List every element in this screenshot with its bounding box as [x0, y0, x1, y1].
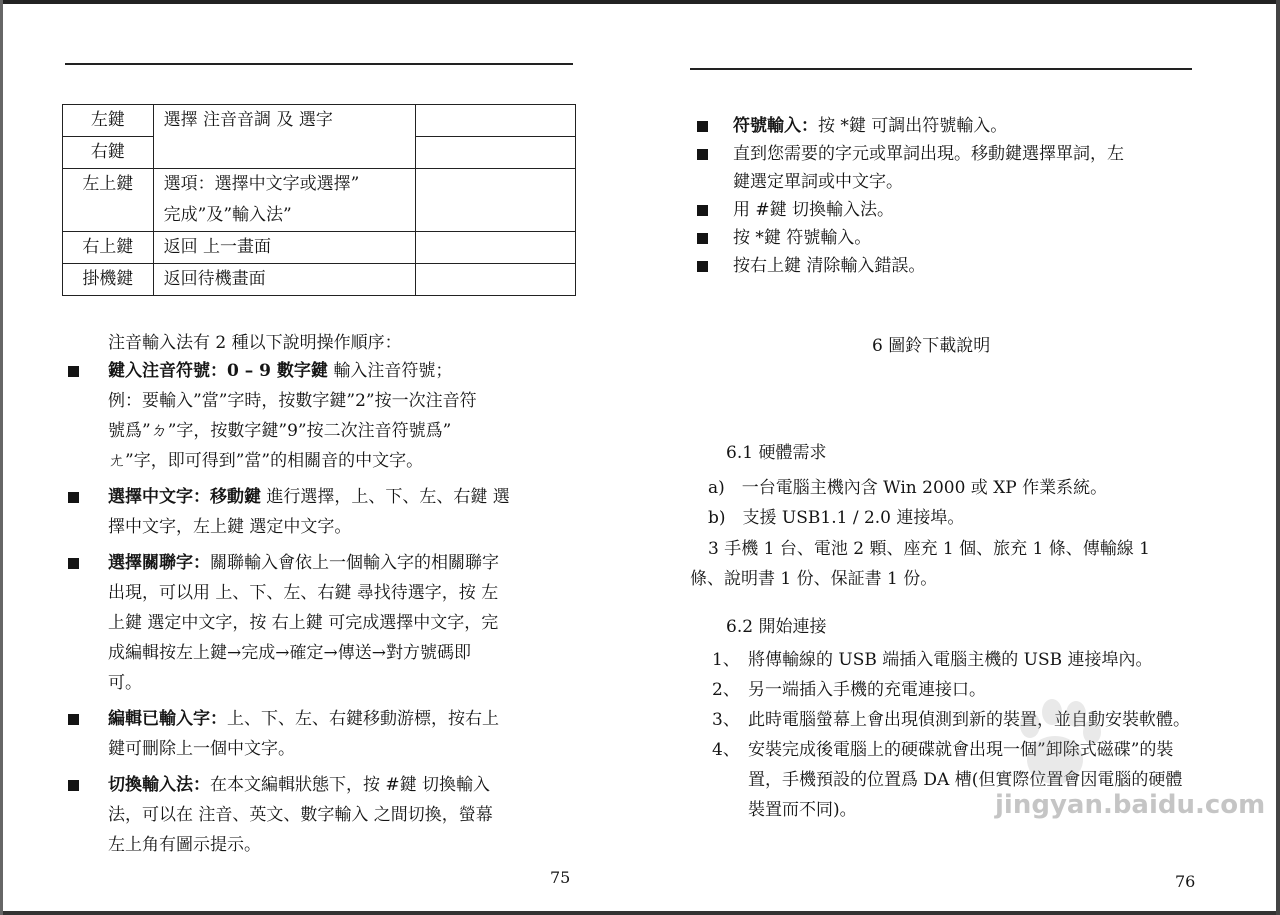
- table-row: [63, 105, 576, 137]
- bullet-body: 上、下、左、右鍵移動游標，按右上: [227, 709, 499, 729]
- table-key-cell: 左鍵: [63, 105, 154, 137]
- bullet-line: 號爲”ㄉ”字，按數字鍵”9”按二次注音符號爲”: [108, 421, 452, 441]
- bullet-line: [108, 704, 568, 734]
- bullet-body: 在本文編輯狀態下，按 #鍵 切換輸入: [210, 775, 491, 795]
- bullet-body: 按右上鍵 清除輸入錯誤。: [733, 256, 926, 276]
- table-empty-cell: [415, 105, 575, 137]
- table-empty-cell: [415, 169, 575, 232]
- bullet-square-icon: [68, 366, 79, 377]
- table-desc-line: 完成”及”輸入法”: [163, 205, 292, 225]
- bullet-square-icon: [697, 149, 708, 160]
- bullet-square-icon: [697, 233, 708, 244]
- bullet-square-icon: [697, 205, 708, 216]
- bullet-body: 進行選擇，上、下、左、右鍵 選: [261, 487, 510, 507]
- table-row: [63, 169, 576, 232]
- bullet-line: [733, 224, 1193, 252]
- bullet-line: [733, 252, 1193, 280]
- list-item: [108, 482, 568, 548]
- bullet-body: 輸入注音符號；: [327, 361, 453, 381]
- bullet-square-icon: [68, 780, 79, 791]
- table-row: [63, 232, 576, 264]
- instruction-list: [733, 112, 1193, 280]
- bullet-square-icon: [697, 121, 708, 132]
- bullet-lead: 選擇中文字：移動鍵: [108, 487, 261, 507]
- requirement-b: b) 支援 USB1.1 / 2.0 連接埠。: [708, 508, 965, 528]
- section-title: 6 圖鈴下載說明: [872, 336, 991, 356]
- list-item: [733, 112, 1193, 140]
- bullet-line: [108, 482, 568, 512]
- list-item: [108, 548, 568, 704]
- table-key-cell: 左上鍵: [63, 169, 154, 232]
- table-desc-cell: 選擇 注音音調 及 選字: [153, 105, 415, 169]
- step-number: 4、: [712, 740, 740, 760]
- step-number: 1、: [712, 650, 740, 670]
- subsection-title: 6.2 開始連接: [726, 617, 827, 637]
- bullet-line: 擇中文字，左上鍵 選定中文字。: [108, 517, 352, 537]
- list-item: [108, 704, 568, 770]
- bullet-body: 直到您需要的字元或單詞出現。移動鍵選擇單詞，左: [733, 144, 1124, 164]
- paw-watermark-icon: [1010, 690, 1190, 800]
- bullet-line: [108, 548, 568, 578]
- table-desc-cell: 返回 上一畫面: [153, 232, 415, 264]
- table-key-cell: 右上鍵: [63, 232, 154, 264]
- bullet-line: 例：要輸入”當”字時，按數字鍵”2”按一次注音符: [108, 391, 477, 411]
- bullet-line: 鍵可刪除上一個中文字。: [108, 739, 295, 759]
- bullet-line: 成編輯按左上鍵→完成→確定→傳送→對方號碼即: [108, 643, 471, 663]
- list-item: [733, 196, 1193, 224]
- table-desc-line: 選項：選擇中文字或選擇”: [163, 174, 360, 194]
- list-item: [108, 770, 568, 866]
- step-text: 此時電腦螢幕上會出現偵測到新的裝置，並自動安裝軟體。: [748, 710, 1190, 730]
- step-number: 2、: [712, 680, 740, 700]
- step-text: 另一端插入手機的充電連接口。: [748, 680, 986, 700]
- bullet-line: [108, 356, 568, 386]
- key-function-table: [62, 104, 576, 296]
- subsection-title: 6.1 硬體需求: [726, 443, 827, 463]
- list-item: [108, 356, 568, 482]
- header-rule: [690, 68, 1192, 70]
- bullet-body: 按 *鍵 可調出符號輸入。: [818, 116, 1008, 136]
- intro-text: 注音輸入法有 2 種以下說明操作順序：: [108, 333, 402, 353]
- bullet-line: 左上角有圖示提示。: [108, 835, 261, 855]
- step-text: 將傳輸線的 USB 端插入電腦主機的 USB 連接埠內。: [748, 650, 1153, 670]
- bullet-line: ㄤ”字，即可得到”當”的相關音的中文字。: [108, 451, 424, 471]
- bullet-body: 關聯輸入會依上一個輸入字的相關聯字: [210, 553, 499, 573]
- table-empty-cell: [415, 264, 575, 296]
- bullet-lead: 選擇關聯字：: [108, 553, 210, 573]
- bullet-square-icon: [68, 492, 79, 503]
- bullet-square-icon: [697, 261, 708, 272]
- table-row: [63, 264, 576, 296]
- header-rule: [65, 63, 573, 65]
- bullet-line: 鍵選定單詞或中文字。: [733, 172, 903, 192]
- bullet-line: 可。: [108, 673, 142, 693]
- bullet-line: [733, 112, 1193, 140]
- table-empty-cell: [415, 232, 575, 264]
- table-empty-cell: [415, 137, 575, 169]
- bullet-line: [733, 196, 1193, 224]
- bullet-body: 按 *鍵 符號輸入。: [733, 228, 872, 248]
- bullet-lead: 鍵入注音符號：0 – 9 數字鍵: [108, 361, 328, 381]
- table-desc-cell: [153, 169, 415, 232]
- requirement-a: a) 一台電腦主機內含 Win 2000 或 XP 作業系統。: [708, 478, 1108, 498]
- page-number: 75: [550, 868, 571, 887]
- table-key-cell: 右鍵: [63, 137, 154, 169]
- list-item: [733, 140, 1193, 196]
- bullet-lead: 符號輸入：: [733, 116, 818, 136]
- package-line: 條、說明書 1 份、保証書 1 份。: [690, 569, 938, 589]
- bullet-line: 出現，可以用 上、下、左、右鍵 尋找待選字，按 左: [108, 583, 499, 603]
- bullet-line: [108, 770, 568, 800]
- table-desc-cell: 返回待機畫面: [153, 264, 415, 296]
- bullet-square-icon: [68, 558, 79, 569]
- bullet-line: 法，可以在 注音、英文、數字輸入 之間切換，螢幕: [108, 805, 493, 825]
- bullet-square-icon: [68, 714, 79, 725]
- list-item: [733, 252, 1193, 280]
- step-item: [712, 645, 1192, 675]
- bullet-line: 上鍵 選定中文字，按 右上鍵 可完成選擇中文字，完: [108, 613, 499, 633]
- package-line: 3 手機 1 台、電池 2 顆、座充 1 個、旅充 1 條、傳輸線 1: [708, 539, 1150, 559]
- list-item: [733, 224, 1193, 252]
- bullet-lead: 切換輸入法：: [108, 775, 210, 795]
- bullet-lead: 編輯已輸入字：: [108, 709, 227, 729]
- watermark-text: jingyan.baidu.com: [995, 790, 1266, 820]
- step-number: 3、: [712, 710, 740, 730]
- page-number: 76: [1175, 872, 1196, 891]
- bullet-body: 用 #鍵 切換輸入法。: [733, 200, 895, 220]
- step-text: 安裝完成後電腦上的硬碟就會出現一個”卸除式磁碟”的裝置，手機預設的位置爲 DA 槽(但實際位置會因電腦的硬體裝置而不同)。: [748, 740, 1183, 820]
- table-key-cell: 掛機鍵: [63, 264, 154, 296]
- bullet-line: [733, 140, 1193, 168]
- instruction-list: [108, 356, 568, 866]
